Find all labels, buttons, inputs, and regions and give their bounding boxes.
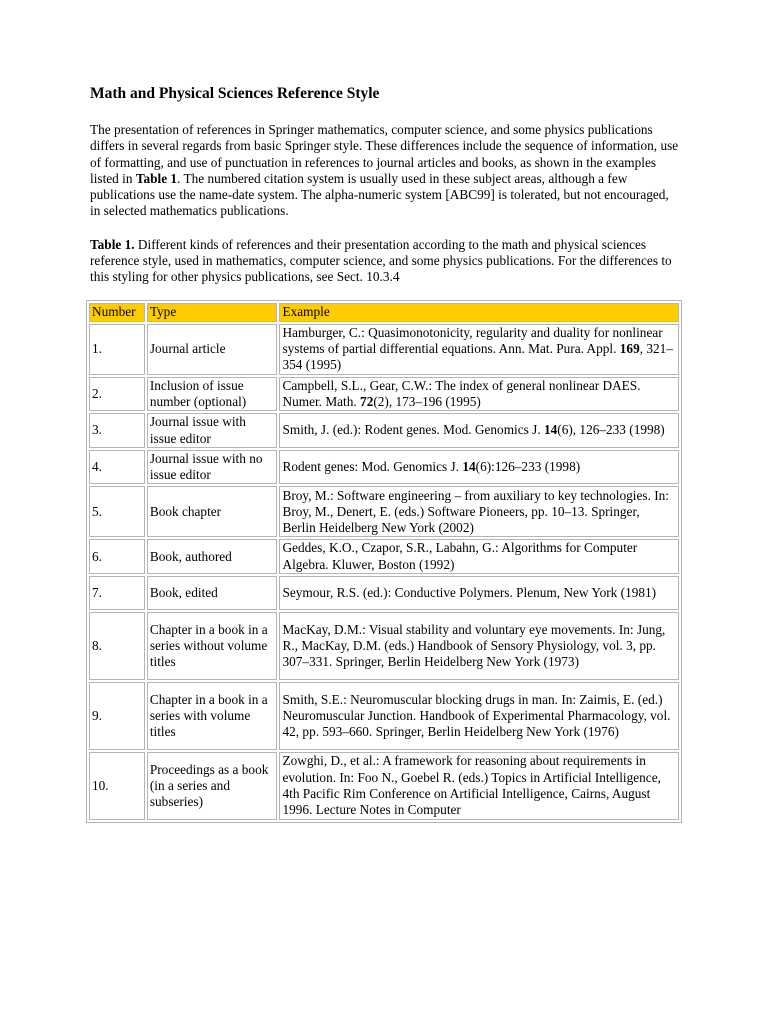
- example-text: Hamburger, C.: Quasimonotonicity, regularity and duality for nonlinear systems of partial differential equations. Ann. Mat. Pura. Appl.: [282, 324, 663, 357]
- table-row: [89, 413, 679, 448]
- table-row: [89, 539, 679, 574]
- row-example: [279, 413, 679, 448]
- example-text-end: (6):126–233 (1998): [475, 459, 581, 474]
- table-caption: [90, 237, 682, 286]
- page-title: Math and Physical Sciences Reference Style: [90, 85, 380, 102]
- row-number: 1.: [89, 324, 145, 375]
- table-row: [89, 612, 679, 680]
- table-caption-label: Table 1.: [90, 236, 135, 252]
- reference-table: [86, 300, 682, 823]
- table-row: [89, 752, 679, 820]
- row-example: [279, 377, 679, 412]
- row-type: Inclusion of issue number (optional): [147, 377, 278, 412]
- row-type: Chapter in a book in a series with volume titles: [147, 682, 278, 750]
- row-type: Book chapter: [147, 486, 278, 537]
- example-text: Zowghi, D., et al.: A framework for reasoning about requirements in evolution. In: Foo N., Goebel R. (eds.) Topics in Artificial Intelligence, 4th Pacific Rim Conference on Artificial Intelligence, Cairns, August 1996. Lecture Notes in Computer: [282, 753, 661, 818]
- intro-paragraph: [90, 122, 682, 220]
- table-caption-text: Different kinds of references and their presentation according to the math and physical sciences reference style, used in mathematics, computer science, and some physics publications. For the differences to this styling for other physics publications, see Sect. 10.3.4: [90, 236, 672, 285]
- example-text: Smith, J. (ed.): Rodent genes. Mod. Genomics J.: [282, 422, 544, 438]
- row-type: Book, edited: [147, 576, 278, 610]
- table-header-row: [89, 303, 679, 322]
- row-number: 6.: [89, 539, 145, 574]
- row-number: 3.: [89, 413, 145, 448]
- row-number: 2.: [89, 377, 145, 412]
- row-example: [279, 752, 679, 820]
- example-text: Broy, M.: Software engineering – from auxiliary to key technologies. In: Broy, M., Denert, E. (eds.) Software Pioneers, pp. 10–13. Springer, Berlin Heidelberg New York (2002): [282, 487, 669, 536]
- example-text-end: (2), 173–196 (1995): [373, 393, 481, 409]
- document-page: [90, 84, 682, 823]
- intro-text-start: The presentation of references in Springer mathematics, computer science, and some physics publications differs in several regards from basic Springer style. These differences include the sequence of information, use of formatting, and use of punctuation in references to journal articles and books, as shown in the examples listed in: [90, 122, 679, 186]
- example-text: Seymour, R.S. (ed.): Conductive Polymers. Plenum, New York (1981): [282, 584, 657, 600]
- example-text: Smith, S.E.: Neuromuscular blocking drugs in man. In: Zaimis, E. (ed.) Neuromuscular Junction. Handbook of Experimental Pharmacology, vol. 42, pp. 593–660. Springer, Berlin Heidelberg New York (1976): [282, 691, 671, 740]
- example-text: Campbell, S.L., Gear, C.W.: The index of general nonlinear DAES. Numer. Math.: [282, 377, 641, 409]
- row-type: Book, authored: [147, 539, 278, 574]
- example-text: MacKay, D.M.: Visual stability and voluntary eye movements. In: Jung, R., MacKay, D.M. (eds.) Handbook of Sensory Physiology, vol. 3, pp. 307–331. Springer, Berlin Heidelberg New York (1973): [282, 621, 666, 670]
- row-example: [279, 682, 679, 750]
- row-type: Journal issue with no issue editor: [147, 450, 278, 485]
- row-example: [279, 486, 679, 537]
- row-number: 10.: [89, 752, 145, 820]
- row-type: Journal article: [147, 324, 278, 375]
- row-number: 8.: [89, 612, 145, 680]
- example-text-end: , 321–354 (1995): [282, 341, 673, 373]
- row-example: [279, 612, 679, 680]
- header-type: Type: [147, 303, 278, 322]
- header-number: Number: [89, 303, 145, 322]
- row-example: [279, 450, 679, 485]
- row-type: Chapter in a book in a series without volume titles: [147, 612, 278, 680]
- example-text: Rodent genes: Mod. Genomics J.: [282, 459, 463, 474]
- row-number: 5.: [89, 486, 145, 537]
- example-text-end: (6), 126–233 (1998): [557, 422, 665, 438]
- header-example: Example: [279, 303, 679, 322]
- intro-text-end: . The numbered citation system is usually used in these subject areas, although a few publications use the name-date system. The alpha-numeric system [ABC99] is tolerated, but not encouraged, in selected mathematics publications.: [90, 170, 669, 219]
- table-row: [89, 576, 679, 610]
- row-example: [279, 539, 679, 574]
- table-row: [89, 324, 679, 375]
- row-example: [279, 324, 679, 375]
- example-volume: 169: [619, 341, 640, 357]
- row-type: Proceedings as a book (in a series and subseries): [147, 752, 278, 820]
- row-example: [279, 576, 679, 610]
- row-type: Journal issue with issue editor: [147, 413, 278, 448]
- table-row: [89, 450, 679, 485]
- row-number: 7.: [89, 576, 145, 610]
- intro-table-reference: Table 1: [135, 170, 178, 186]
- table-row: [89, 377, 679, 412]
- table-row: [89, 682, 679, 750]
- example-volume: 72: [360, 393, 374, 409]
- example-volume: 14: [543, 422, 558, 438]
- row-number: 4.: [89, 450, 145, 485]
- example-volume: 14: [462, 459, 476, 474]
- example-text: Geddes, K.O., Czapor, S.R., Labahn, G.: Algorithms for Computer Algebra. Kluwer, Boston (1992): [282, 540, 638, 572]
- row-number: 9.: [89, 682, 145, 750]
- table-row: [89, 486, 679, 537]
